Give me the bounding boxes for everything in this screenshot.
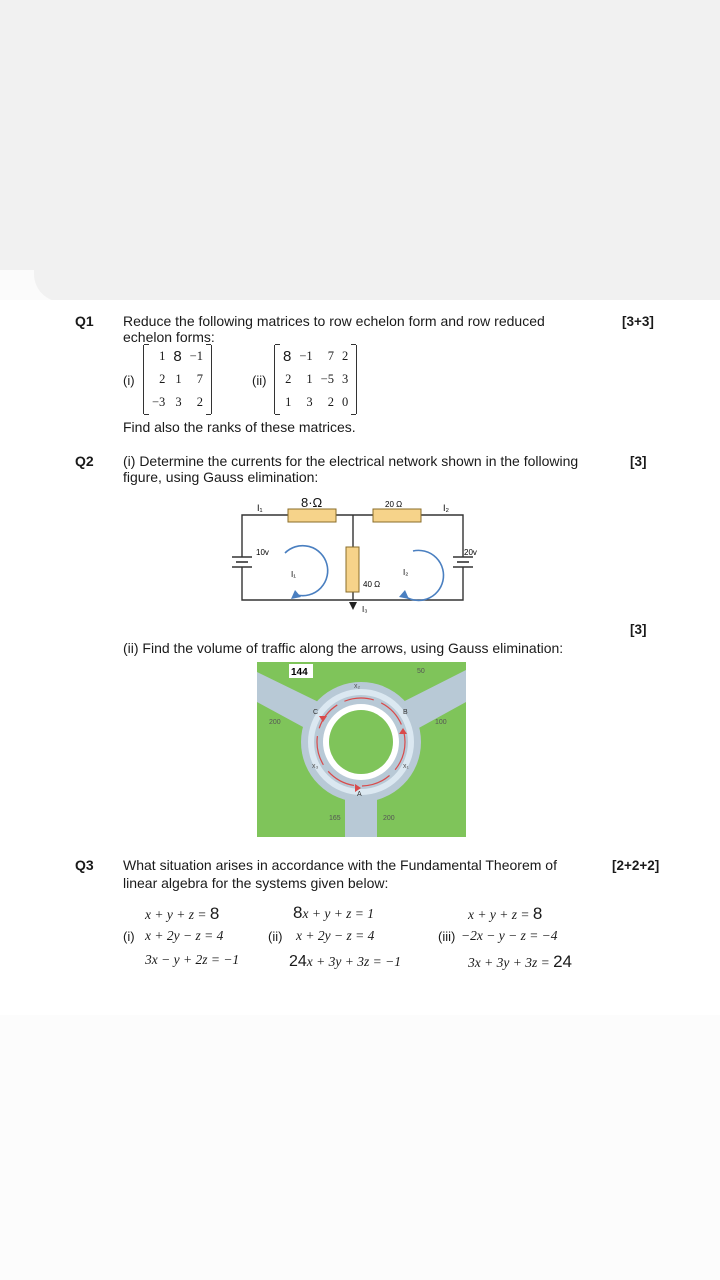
matrix-cell: 8 [173, 348, 182, 365]
sys-i-eq1 [145, 904, 219, 924]
q2-part-i-line1: (i) Determine the currents for the electrical network shown in the following [123, 453, 579, 469]
matrix-i [143, 345, 212, 414]
q1-ranks-text: Find also the ranks of these matrices. [123, 419, 356, 435]
matrix-cell: 2 [285, 372, 292, 386]
sys-i-label: (i) [123, 929, 135, 944]
sys-iii-eq2: −2x − y − z = −4 [461, 928, 558, 943]
sys-ii-eq1-rest: x + y + z = 1 [302, 906, 375, 921]
traffic-b-label: B [403, 709, 408, 716]
sys-ii-eq2: x + 2y − z = 4 [296, 928, 375, 943]
matrix-cell: 0 [341, 395, 349, 409]
matrix-cell: 8 [283, 348, 292, 365]
matrix-cell: 1 [175, 372, 182, 386]
matrix-cell: −1 [189, 349, 203, 363]
q3-text-line2: linear algebra for the systems given below: [123, 875, 389, 891]
sys-iii-eq1-rhs: 8 [532, 904, 543, 923]
q2-marks-ii: [3] [630, 622, 647, 637]
resistor-3 [346, 547, 359, 592]
matrix-cell: 2 [159, 372, 166, 386]
matrix-cell: 2 [341, 349, 349, 363]
q2-part-i-line2: figure, using Gauss elimination: [123, 469, 319, 485]
q1-part-i-label: (i) [123, 373, 135, 388]
matrix-cell: 1 [159, 349, 166, 363]
traffic-bottom-right-value: 200 [383, 815, 395, 822]
q1-marks: [3+3] [622, 314, 654, 329]
resistor-2 [373, 509, 421, 522]
q2-part-ii-text: (ii) Find the volume of traffic along the arrows, using Gauss elimination: [123, 640, 564, 656]
q3-label: Q3 [75, 857, 94, 873]
q2-label: Q2 [75, 453, 94, 469]
current-i3-label: I₃ [362, 605, 368, 614]
matrix-cell: 1 [306, 372, 313, 386]
blank-top-area [0, 0, 720, 270]
sys-i-eq1-rhs: 8 [209, 904, 220, 923]
sys-i-eq2: x + 2y − z = 4 [145, 928, 224, 943]
q3-marks: [2+2+2] [612, 858, 660, 873]
traffic-left-value: 200 [269, 719, 281, 726]
q1-text-line1: Reduce the following matrices to row echelon form and row reduced [123, 313, 545, 329]
blank-bottom-area [0, 1015, 720, 1280]
matrix-cell: 3 [341, 372, 349, 386]
battery-left [232, 545, 252, 572]
sys-iii-eq1 [468, 904, 542, 924]
matrix-cell: −5 [320, 372, 334, 386]
matrix-cell: 2 [327, 395, 334, 409]
q1-label: Q1 [75, 313, 94, 329]
q1-part-ii-label: (ii) [252, 373, 267, 388]
sys-ii-eq3-lead: 24 [289, 953, 307, 970]
traffic-a-label: A [357, 791, 362, 798]
loop-arrowhead-left-icon [291, 590, 301, 599]
sys-iii-eq3 [468, 952, 572, 972]
roundabout-island [329, 710, 393, 774]
q2-marks-i: [3] [630, 454, 647, 469]
matrix-cell: 7 [327, 349, 334, 363]
sys-ii-label: (ii) [268, 929, 283, 944]
traffic-x3-label: x₃ [312, 763, 319, 770]
sys-iii-eq3-rhs: 24 [553, 952, 572, 971]
sys-iii-label: (iii) [438, 929, 456, 944]
resistor-2-label: 20 Ω [385, 500, 403, 509]
sys-i-eq3: 3x − y + 2z = −1 [145, 952, 240, 967]
sys-ii-eq1 [293, 903, 374, 923]
sys-ii-eq3-rest: x + 3y + 3z = −1 [306, 954, 401, 969]
circuit-diagram [225, 495, 480, 620]
matrix-cell: −3 [152, 395, 166, 409]
loop-arrowhead-right-icon [399, 590, 409, 599]
matrix-cell: −1 [299, 349, 313, 363]
matrix-cell: 1 [285, 395, 292, 409]
resistor-1-label: 8·Ω [301, 495, 323, 510]
voltage-right-label: 20v [464, 548, 477, 557]
traffic-x2-label: x₂ [354, 683, 361, 690]
matrix-cell: 2 [196, 395, 203, 409]
matrix-cell: 3 [306, 395, 313, 409]
traffic-roundabout-figure [257, 662, 466, 837]
page-curl [34, 256, 720, 302]
matrix-cell: 3 [175, 395, 182, 409]
sys-i-eq1-lhs: x + y + z = [145, 907, 210, 922]
current-arrow-down-icon [349, 602, 357, 610]
sys-ii-eq3 [289, 953, 401, 971]
sys-ii-eq1-lead: 8 [293, 903, 303, 922]
current-i1-label: I₁ [257, 503, 263, 513]
matrix-cell: 7 [196, 372, 203, 386]
resistor-3-label: 40 Ω [363, 580, 381, 589]
traffic-right-value: 100 [435, 719, 447, 726]
voltage-left-label: 10v [256, 548, 269, 557]
traffic-top-left-value: 144 [291, 667, 308, 678]
loop-arrow-right-icon [403, 550, 444, 600]
q3-text-line1: What situation arises in accordance with the Fundamental Theorem of [123, 857, 557, 873]
current-i2-label: I₂ [443, 503, 449, 513]
sys-iii-eq1-lhs: x + y + z = [468, 907, 533, 922]
traffic-top-right-value: 50 [417, 668, 425, 675]
traffic-c-label: C [313, 709, 319, 716]
traffic-bottom-left-value: 165 [329, 815, 341, 822]
loop-i2-label: I₂ [403, 568, 409, 577]
matrix-ii [274, 345, 357, 414]
loop-i1-label: I₁ [291, 570, 296, 579]
resistor-1 [288, 509, 336, 522]
q1-text-line2: echelon forms: [123, 329, 215, 345]
sys-iii-eq3-lhs: 3x + 3y + 3z = [468, 955, 554, 970]
traffic-x1-label: x₁ [403, 763, 409, 770]
